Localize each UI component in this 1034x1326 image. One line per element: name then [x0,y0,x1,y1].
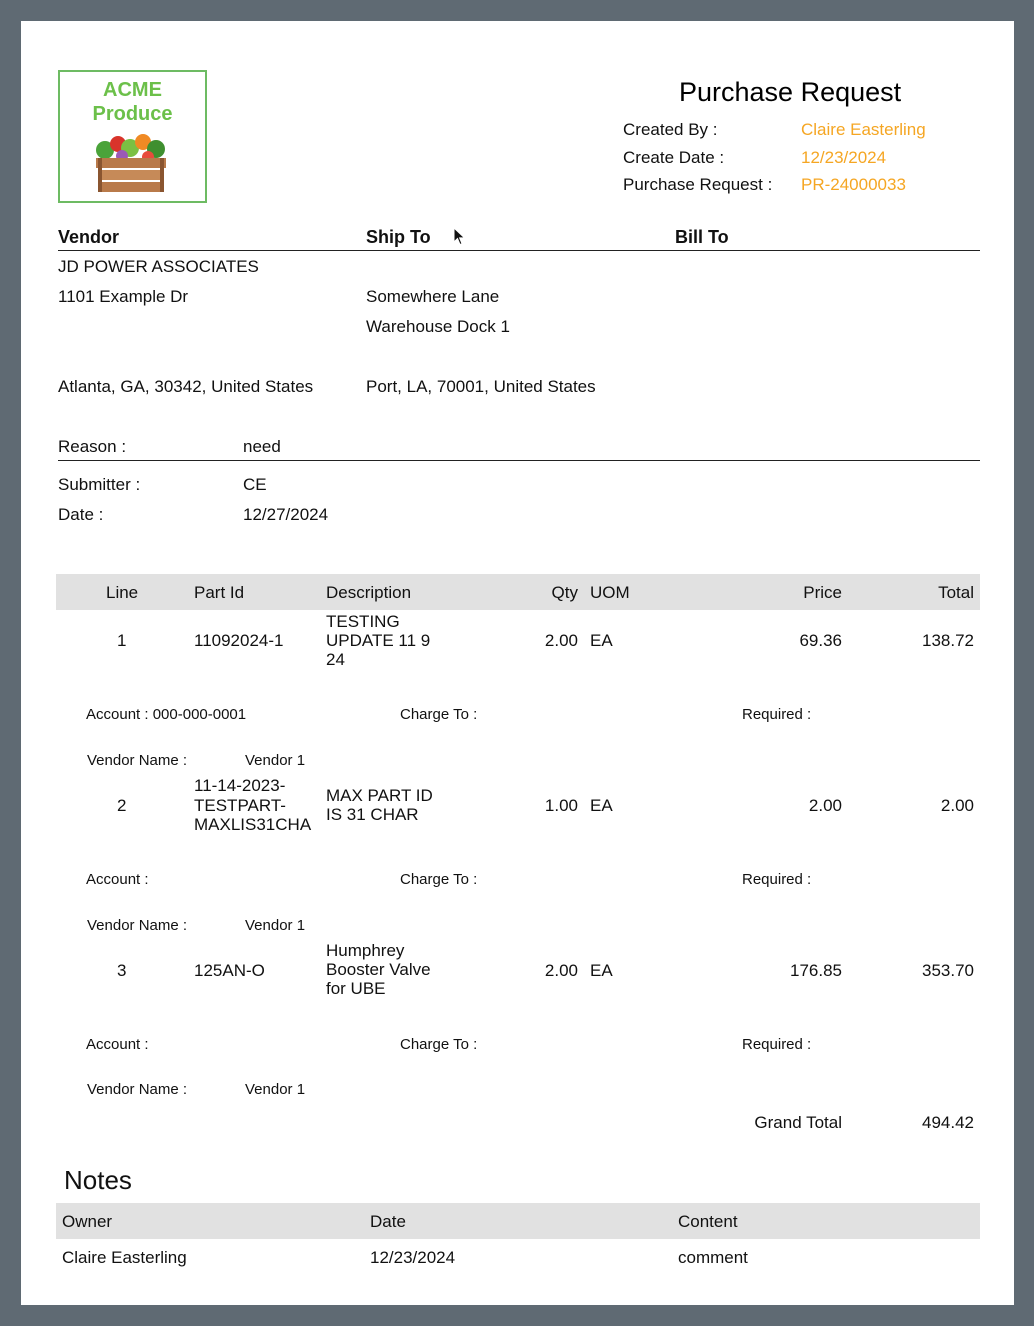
date-value: 12/27/2024 [243,505,329,524]
create-date-label: Create Date : [623,148,725,167]
row-line: 2 [117,796,127,815]
vendor-address-line1: 1101 Example Dr [58,287,189,306]
row-required: Required : [742,706,812,723]
reason-value: need [243,437,281,456]
row-vendor-name-label: Vendor Name : [87,917,188,934]
row-uom: EA [590,796,613,815]
row-charge-to: Charge To : [400,1036,478,1053]
note-content: comment [678,1248,748,1267]
note-date: 12/23/2024 [370,1248,456,1267]
row-total: 2.00 [940,796,974,815]
document-title: Purchase Request [679,77,902,107]
created-by-label: Created By : [623,120,718,139]
submitter-value: CE [243,475,267,494]
notes-col-owner: Owner [62,1212,113,1231]
row-price: 176.85 [790,961,842,980]
row-price: 2.00 [808,796,842,815]
row-qty: 2.00 [544,631,578,650]
produce-crate-icon [60,128,205,198]
row-vendor-name-label: Vendor Name : [87,1081,188,1098]
col-description: Description [326,583,412,602]
row-description-line: IS 31 CHAR [326,805,419,824]
row-part-id-line: TESTPART- [194,796,286,815]
row-description-line: TESTING [326,612,400,631]
row-required: Required : [742,871,812,888]
row-account: Account : [86,1036,149,1053]
row-required: Required : [742,1036,812,1053]
row-account: Account : [86,871,149,888]
row-price: 69.36 [799,631,842,650]
row-qty: 1.00 [544,796,578,815]
row-description-line: UPDATE 11 9 [326,631,431,650]
ship-to-line2: Warehouse Dock 1 [366,317,510,336]
grand-total-value: 494.42 [922,1113,974,1132]
row-vendor-name-label: Vendor Name : [87,752,188,769]
col-part-id: Part Id [194,583,245,602]
purchase-request-value: PR-24000033 [801,175,906,194]
row-line: 1 [117,631,127,650]
report-page [21,21,1014,1305]
vendor-city: Atlanta, GA, 30342, United States [58,377,314,396]
row-description-line: MAX PART ID [326,786,433,805]
logo-line-2: Produce [92,103,173,125]
notes-title: Notes [64,1165,132,1195]
vendor-header: Vendor [58,227,120,247]
company-logo [58,70,207,203]
row-vendor-name: Vendor 1 [245,1081,306,1098]
row-description-line: 24 [326,650,345,669]
note-owner: Claire Easterling [62,1248,187,1267]
row-charge-to: Charge To : [400,706,478,723]
row-description-line: Humphrey [326,941,405,960]
col-price: Price [803,583,842,602]
notes-col-date: Date [370,1212,406,1231]
row-qty: 2.00 [544,961,578,980]
row-vendor-name: Vendor 1 [245,752,306,769]
ship-to-line1: Somewhere Lane [366,287,500,306]
row-part-id: 125AN-O [194,961,265,980]
address-divider [58,250,980,251]
row-vendor-name: Vendor 1 [245,917,306,934]
grand-total-label: Grand Total [754,1113,842,1132]
notes-header [56,1203,980,1239]
reason-label: Reason : [58,437,127,456]
row-part-id: 11092024-1 [194,631,284,650]
row-uom: EA [590,961,613,980]
vendor-name: JD POWER ASSOCIATES [58,257,259,276]
row-description-line: Booster Valve [326,960,431,979]
reason-divider [58,460,980,461]
row-line: 3 [117,961,127,980]
col-qty: Qty [551,583,578,602]
row-total: 353.70 [922,961,974,980]
col-total: Total [938,583,974,602]
logo-line-1: ACME [103,79,162,101]
col-line: Line [106,583,139,602]
ship-to-header: Ship To [366,227,431,247]
mouse-cursor-icon [453,227,467,247]
row-account: Account : 000-000-0001 [86,706,247,723]
row-uom: EA [590,631,613,650]
create-date-value: 12/23/2024 [801,148,887,167]
created-by-value: Claire Easterling [801,120,926,139]
row-description-line: for UBE [326,979,386,998]
purchase-request-label: Purchase Request : [623,175,773,194]
date-label: Date : [58,505,104,524]
col-uom: UOM [590,583,630,602]
row-charge-to: Charge To : [400,871,478,888]
row-total: 138.72 [922,631,974,650]
notes-col-content: Content [678,1212,738,1231]
bill-to-header: Bill To [675,227,729,247]
submitter-label: Submitter : [58,475,141,494]
row-part-id-line: 11-14-2023- [194,776,286,795]
row-part-id-line: MAXLIS31CHA [194,815,312,834]
ship-to-city: Port, LA, 70001, United States [366,377,596,396]
